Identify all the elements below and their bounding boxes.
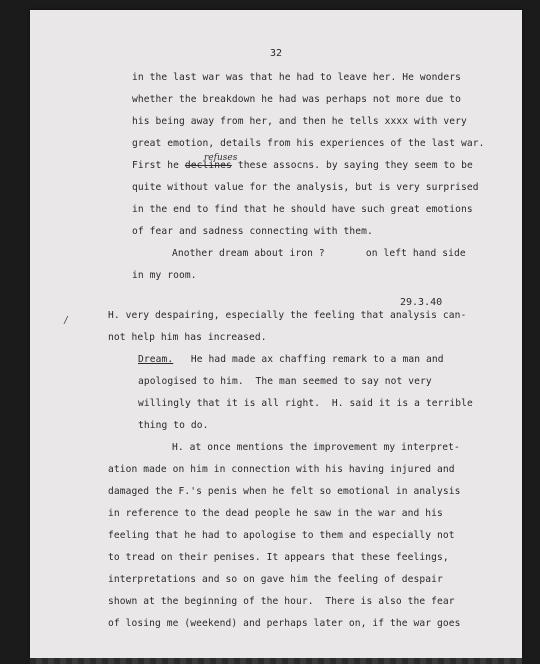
text-line: in reference to the dead people he saw in the war and his — [108, 508, 443, 519]
text-line: damaged the F.'s penis when he felt so emotional in analysis — [108, 486, 461, 497]
text-line: Another dream about iron ? on left hand side — [172, 248, 466, 259]
text-line: great emotion, details from his experiences of the last war. — [132, 138, 485, 149]
text-fragment: First he — [132, 160, 180, 171]
text-line: in the last war was that he had to leave her. He wonders — [132, 72, 462, 83]
text-line: willingly that it is all right. H. said it is a terrible — [138, 398, 473, 409]
text-line: thing to do. — [138, 420, 209, 431]
text-line: to tread on their penises. It appears that these feelings, — [108, 552, 449, 563]
page-number: 32 — [270, 48, 283, 59]
text-line — [132, 160, 473, 172]
text-line: feeling that he had to apologise to them and especially not — [108, 530, 455, 541]
text-line: whether the breakdown he had was perhaps not more due to — [132, 94, 462, 105]
text-line: interpretations and so on gave him the feeling of despair — [108, 574, 443, 585]
text-line: H. very despairing, especially the feeling that analysis can- — [108, 310, 467, 321]
text-line: H. at once mentions the improvement my interpret- — [172, 442, 460, 453]
text-line: in the end to find that he should have such great emotions — [132, 204, 473, 215]
document-page — [30, 10, 522, 658]
text-line: of fear and sadness connecting with them. — [132, 226, 373, 237]
dream-label: Dream. — [138, 354, 174, 365]
text-line: ation made on him in connection with his having injured and — [108, 464, 455, 475]
handwritten-insertion: refuses — [204, 153, 238, 163]
text-line: quite without value for the analysis, but is very surprised — [132, 182, 479, 193]
text-fragment: He had made ax chaffing remark to a man and — [190, 354, 444, 365]
text-line: shown at the beginning of the hour. There is also the fear — [108, 596, 455, 607]
text-line: in my room. — [132, 270, 197, 281]
text-line: his being away from her, and then he tells xxxx with very — [132, 116, 467, 127]
text-fragment: these assocns. by saying they seem to be — [237, 160, 473, 171]
text-line — [138, 354, 444, 366]
text-line: not help him has increased. — [108, 332, 267, 343]
margin-mark: / — [63, 315, 70, 326]
entry-date: 29.3.40 — [400, 297, 443, 308]
text-line: apologised to him. The man seemed to say not very — [138, 376, 432, 387]
page-edge — [30, 658, 522, 664]
struck-word: declines — [184, 160, 232, 171]
text-line: of losing me (weekend) and perhaps later on, if the war goes — [108, 618, 461, 629]
